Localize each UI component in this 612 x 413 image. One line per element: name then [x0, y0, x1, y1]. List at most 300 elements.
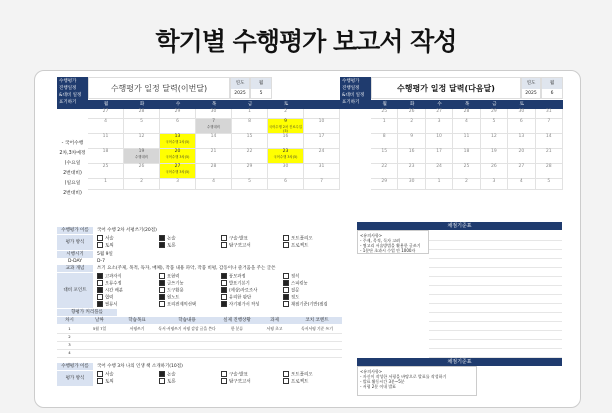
left-calendar-year[interactable]: [230, 77, 250, 99]
right-calendar-day-number: 29: [491, 109, 497, 114]
right-calendar-day-cell[interactable]: [453, 134, 480, 149]
point-label: 원노트: [167, 295, 180, 301]
left-calendar-day-number: 8: [248, 119, 251, 124]
left-calendar-day-cell[interactable]: [124, 134, 160, 149]
rubric-note-line: - 1분단 초과시 수업 안 1000자: [360, 248, 416, 253]
point-label: 자기평가서 작성: [229, 302, 260, 308]
right-calendar-weekday-0: 월: [371, 100, 398, 109]
right-calendar-year[interactable]: [521, 77, 541, 99]
checkbox-icon[interactable]: [283, 273, 289, 279]
rubric-row: [429, 349, 562, 358]
right-calendar-day-cell[interactable]: [426, 109, 453, 119]
right-calendar-day-cell[interactable]: [536, 109, 563, 119]
method-label: 탐구보고서: [229, 379, 251, 385]
right-calendar-day-cell[interactable]: [453, 149, 480, 164]
right-calendar-day-number: 11: [463, 134, 470, 139]
goal-value[interactable]: 쓰기 요소(주제, 목적, 독자, 매체), 작품 내용 파악, 작품 비평, 감동이나 즐거움을 주는 글쓴: [97, 266, 276, 271]
right-calendar-day-cell[interactable]: [426, 179, 453, 190]
left-calendar-day-cell[interactable]: [268, 109, 304, 119]
left-calendar-day-cell[interactable]: [88, 109, 124, 119]
table-cell[interactable]: 한 분류: [217, 325, 257, 334]
table-header-cell: 차시: [57, 317, 82, 324]
checkbox-icon[interactable]: [283, 242, 289, 248]
left-calendar-day-number: 6: [176, 119, 179, 124]
left-calendar-day-cell[interactable]: [160, 149, 196, 164]
checkbox-icon[interactable]: [159, 371, 165, 377]
right-calendar-day-number: 2: [465, 179, 468, 184]
checkbox-icon[interactable]: [97, 287, 103, 293]
year-value: 2025: [525, 91, 537, 96]
right-calendar-day-number: 21: [545, 149, 552, 154]
checkbox-icon[interactable]: [221, 301, 227, 307]
name-label: 수행평가 이름: [57, 227, 93, 234]
checkbox-icon[interactable]: [283, 235, 289, 241]
checkbox-icon[interactable]: [221, 280, 227, 286]
method-label: 구술·발표: [229, 236, 248, 242]
right-calendar-day-cell[interactable]: [536, 164, 563, 179]
point-option[interactable]: [283, 287, 299, 294]
left-calendar-title: 수행평가 일정 달력(이번달): [88, 77, 230, 99]
right-calendar-day-number: 10: [436, 134, 442, 139]
right-calendar-weekday-5: 토: [508, 100, 535, 109]
right-calendar-day-cell[interactable]: [426, 134, 453, 149]
rubric-note-line: - 찜고리 서술방법을 활용한 글쓰기: [360, 243, 421, 248]
right-calendar-day-cell[interactable]: [371, 149, 398, 164]
left-calendar-day-number: 24: [318, 149, 325, 154]
left-calendar-day-number: 6: [284, 179, 287, 184]
checkbox-icon[interactable]: [159, 294, 165, 300]
right-calendar-day-cell[interactable]: [536, 134, 563, 149]
checkbox-icon[interactable]: [283, 287, 289, 293]
left-calendar-month[interactable]: [250, 77, 272, 99]
right-calendar-day-cell[interactable]: [371, 134, 398, 149]
checkbox-icon[interactable]: [97, 301, 103, 307]
checkbox-icon[interactable]: [159, 273, 165, 279]
right-calendar-day-cell[interactable]: [371, 119, 398, 134]
point-option[interactable]: [97, 273, 122, 280]
method-option[interactable]: [159, 378, 176, 386]
checkbox-icon[interactable]: [97, 378, 103, 384]
left-calendar-day-cell[interactable]: [232, 119, 268, 134]
right-calendar-weekday-4: 금: [481, 100, 508, 109]
left-calendar-day-number: 3: [176, 179, 179, 184]
name-value[interactable]: 국어 수행 2차 서평쓰기(20점): [97, 228, 157, 233]
right-calendar-day-number: 16: [408, 149, 415, 154]
table-cell[interactable]: [292, 349, 342, 358]
table-cell[interactable]: 독서서평 기준 쓰기: [292, 325, 342, 334]
point-label: 필류서: [105, 302, 118, 308]
right-calendar-weekday-6: [536, 100, 563, 109]
rubric-row: [429, 259, 562, 268]
left-calendar-day-cell[interactable]: [304, 119, 340, 134]
point-label: 유리한 판단: [229, 295, 252, 301]
point-option[interactable]: [159, 273, 179, 280]
right-calendar-day-cell[interactable]: [536, 179, 563, 190]
checkbox-icon[interactable]: [221, 371, 227, 377]
checkbox-icon[interactable]: [97, 280, 103, 286]
point-label: 글쓰기능: [167, 281, 184, 287]
table-cell[interactable]: [82, 349, 117, 358]
checkbox-icon[interactable]: [221, 294, 227, 300]
left-calendar-day-cell[interactable]: [268, 164, 304, 179]
point-label: 오류수정: [105, 281, 122, 287]
rubric-note-line: - 발표 활동시간 3분~5분: [360, 379, 405, 384]
side-header-line: 표기하기: [342, 100, 360, 105]
point-option[interactable]: [221, 287, 257, 294]
left-calendar-day-cell[interactable]: [232, 164, 268, 179]
date-value[interactable]: 5월 9일: [97, 252, 113, 257]
rubric-note-2: [357, 366, 477, 396]
right-calendar-day-cell[interactable]: [481, 149, 508, 164]
month-value: 5: [259, 91, 263, 96]
method-option[interactable]: [97, 242, 114, 250]
left-calendar-day-cell[interactable]: [88, 134, 124, 149]
method-option[interactable]: [221, 378, 251, 386]
year-value: 2025: [234, 91, 246, 96]
left-calendar-event-label: 국어수행 2차 진료수업 (5): [269, 125, 302, 133]
right-calendar-day-number: 28: [463, 109, 470, 114]
right-calendar-day-cell[interactable]: [426, 119, 453, 134]
point-option[interactable]: [221, 273, 246, 280]
point-label: 표리전제의선택: [167, 302, 197, 308]
right-calendar-day-cell[interactable]: [536, 149, 563, 164]
left-calendar-day-number: 4: [212, 179, 215, 184]
checkbox-icon[interactable]: [283, 294, 289, 300]
checkbox-icon[interactable]: [97, 371, 103, 377]
methods-row2: [97, 378, 342, 385]
right-calendar-day-cell[interactable]: [426, 164, 453, 179]
left-calendar-event-label: 수행대비: [135, 155, 148, 159]
checkbox-icon[interactable]: [97, 235, 103, 241]
left-calendar-event-label: 국어수행 3차(5): [273, 155, 298, 159]
rubric-note-1: [357, 230, 429, 254]
rubric-row: [429, 340, 562, 349]
right-calendar-day-cell[interactable]: [508, 149, 535, 164]
left-calendar-event-label: 수행대비: [207, 125, 220, 129]
right-calendar-day-cell[interactable]: [453, 109, 480, 119]
month-label: 월: [251, 78, 271, 89]
checkbox-icon[interactable]: [283, 378, 289, 384]
right-calendar-day-cell[interactable]: [508, 109, 535, 119]
method-option[interactable]: [97, 378, 114, 386]
left-calendar-side-note: [57, 139, 88, 199]
left-calendar-weekday-2: 수: [160, 100, 196, 109]
left-calendar-day-cell[interactable]: [232, 109, 268, 119]
left-calendar-day-number: 14: [210, 134, 217, 139]
point-option[interactable]: [159, 280, 184, 287]
right-calendar-day-number: 9: [410, 134, 414, 139]
right-calendar-day-cell[interactable]: [398, 119, 425, 134]
method-label: 토론: [167, 379, 176, 385]
rubric-row: [429, 304, 562, 313]
table-header-cell: 학습내용: [157, 317, 217, 324]
left-calendar-day-number: 4: [104, 119, 107, 124]
rubric-note-line: <유의사항>: [360, 233, 383, 238]
left-calendar-day-cell[interactable]: [232, 134, 268, 149]
point-option[interactable]: [159, 301, 196, 308]
side-note-line: (일요일: [64, 181, 81, 186]
checkbox-icon[interactable]: [159, 287, 165, 293]
left-calendar-day-cell[interactable]: [196, 179, 232, 190]
point-label: 정석: [291, 274, 300, 280]
year-label: 연도: [231, 78, 249, 89]
table-cell[interactable]: 서평 초고: [257, 325, 292, 334]
method-option[interactable]: [283, 378, 308, 386]
method-label: 논술: [167, 372, 176, 378]
right-calendar-day-number: 22: [381, 164, 388, 169]
checkbox-icon[interactable]: [221, 235, 227, 241]
left-calendar-day-number: 17: [318, 134, 325, 139]
checkbox-icon[interactable]: [283, 301, 289, 307]
point-option[interactable]: [159, 294, 179, 301]
checkbox-icon[interactable]: [221, 378, 227, 384]
table-cell[interactable]: 1: [57, 325, 82, 334]
checkbox-icon[interactable]: [159, 301, 165, 307]
left-calendar-day-number: 29: [174, 109, 181, 114]
checkbox-icon[interactable]: [221, 287, 227, 293]
left-calendar-day-cell[interactable]: [268, 179, 304, 190]
table-cell[interactable]: 5월 7일: [82, 325, 117, 334]
checkbox-icon[interactable]: [159, 235, 165, 241]
right-calendar-day-cell[interactable]: [481, 119, 508, 134]
left-calendar-day-number: 5: [140, 119, 143, 124]
left-calendar-day-number: 15: [246, 134, 253, 139]
left-calendar-day-cell[interactable]: [88, 179, 124, 190]
rubric-note-line: <유의사항>: [360, 369, 383, 374]
right-calendar-weekday-1: 화: [398, 100, 425, 109]
right-calendar-day-number: 29: [381, 179, 388, 184]
table-cell[interactable]: [217, 349, 257, 358]
left-calendar-day-number: 26: [138, 164, 145, 169]
left-calendar-day-number: 30: [282, 164, 289, 169]
right-calendar-day-cell[interactable]: [398, 134, 425, 149]
left-calendar-day-cell[interactable]: [124, 109, 160, 119]
left-calendar-day-cell[interactable]: [268, 134, 304, 149]
left-calendar-day-number: 11: [102, 134, 109, 139]
point-option[interactable]: [283, 280, 308, 287]
right-calendar-day-number: 4: [465, 119, 468, 124]
left-calendar-day-cell[interactable]: [196, 164, 232, 179]
right-calendar-day-cell[interactable]: [508, 179, 535, 190]
point-option[interactable]: [97, 287, 123, 294]
table-cell[interactable]: 3: [57, 341, 82, 350]
checkbox-icon[interactable]: [283, 371, 289, 377]
point-option[interactable]: [97, 301, 117, 308]
side-header-line: 표기하기: [59, 100, 77, 105]
right-calendar-day-cell[interactable]: [453, 179, 480, 190]
point-option[interactable]: [221, 301, 259, 308]
table-cell[interactable]: [157, 349, 217, 358]
right-calendar-day-cell[interactable]: [398, 109, 425, 119]
left-calendar-weekday-5: 토: [268, 100, 304, 109]
checkbox-icon[interactable]: [159, 242, 165, 248]
side-note-line: (수요일: [64, 161, 81, 166]
left-calendar-day-cell[interactable]: [124, 119, 160, 134]
right-calendar-day-cell[interactable]: [481, 109, 508, 119]
point-label: 발표기본기: [229, 281, 250, 287]
left-calendar-day-cell[interactable]: [160, 134, 196, 149]
goal-label: 교과 개념: [57, 265, 93, 272]
table-title: 향평가 커리플를: [57, 309, 117, 316]
right-calendar-day-number: 1: [437, 179, 441, 184]
right-calendar-day-number: 18: [463, 149, 470, 154]
name-value[interactable]: 국어 수행 3차 나의 인생 책 소개하기(10점): [97, 364, 183, 369]
method-label: 토의: [105, 243, 114, 249]
left-calendar-day-cell[interactable]: [268, 149, 304, 164]
right-calendar-day-cell[interactable]: [426, 149, 453, 164]
rubric-note-line: - 주제, 목적, 독자 고려: [360, 238, 400, 243]
left-calendar-weekday-6: [304, 100, 340, 109]
left-calendar-day-cell[interactable]: [88, 119, 124, 134]
point-option[interactable]: [283, 294, 299, 301]
right-calendar-day-cell[interactable]: [508, 119, 535, 134]
point-option[interactable]: [221, 280, 250, 287]
right-calendar-day-cell[interactable]: [398, 164, 425, 179]
left-calendar-day-number: 10: [318, 119, 325, 124]
left-calendar-day-cell[interactable]: [304, 149, 340, 164]
left-calendar-day-cell[interactable]: [232, 149, 268, 164]
table-header-cell: 날짜: [82, 317, 117, 324]
table-cell[interactable]: 서평쓰기: [117, 325, 157, 334]
left-calendar-day-cell[interactable]: [88, 164, 124, 179]
point-label: 고과자식: [105, 274, 122, 280]
right-calendar-day-cell[interactable]: [536, 119, 563, 134]
left-calendar-day-cell[interactable]: [304, 134, 340, 149]
table-cell[interactable]: 4: [57, 349, 82, 358]
left-calendar-day-cell[interactable]: [196, 119, 232, 134]
method-option[interactable]: [221, 242, 251, 250]
date-label: 시행시기: [57, 251, 93, 258]
right-calendar-day-number: 24: [436, 164, 442, 169]
right-calendar-day-number: 27: [436, 109, 442, 114]
right-calendar-day-cell[interactable]: [453, 164, 480, 179]
year-label: 연도: [522, 78, 540, 89]
left-calendar-weekday-4: 금: [232, 100, 268, 109]
table-cell[interactable]: 2: [57, 333, 82, 342]
method-label: 토의: [105, 379, 114, 385]
right-calendar-day-cell[interactable]: [481, 179, 508, 190]
checkbox-icon[interactable]: [159, 378, 165, 384]
right-calendar-day-number: 4: [519, 179, 523, 184]
point-option[interactable]: [283, 301, 328, 308]
left-calendar-day-cell[interactable]: [232, 179, 268, 190]
right-calendar-day-cell[interactable]: [508, 164, 535, 179]
side-header-line: &대비 일정: [59, 93, 82, 98]
left-calendar-day-cell[interactable]: [304, 179, 340, 190]
point-label: 풍모과정: [229, 274, 246, 280]
checkbox-icon[interactable]: [97, 294, 103, 300]
left-calendar-day-cell[interactable]: [160, 109, 196, 119]
table-cell[interactable]: [257, 349, 292, 358]
right-calendar-day-cell[interactable]: [371, 179, 398, 190]
left-calendar-day-cell[interactable]: [160, 119, 196, 134]
right-calendar-month[interactable]: [541, 77, 563, 99]
right-calendar-day-cell[interactable]: [371, 164, 398, 179]
left-calendar-day-number: 22: [246, 149, 253, 154]
right-calendar-day-cell[interactable]: [398, 149, 425, 164]
methods-row1: [97, 371, 342, 378]
right-calendar-weekday-3: 목: [453, 100, 480, 109]
point-option[interactable]: [283, 273, 299, 280]
right-calendar-side-header: [340, 77, 371, 109]
point-label: 스피킹능: [291, 281, 308, 287]
point-label: 대비 포인트: [57, 273, 93, 308]
right-calendar-day-cell[interactable]: [481, 134, 508, 149]
method-label: 포트폴리오: [291, 372, 313, 378]
left-calendar-day-number: 7: [320, 179, 323, 184]
left-calendar-day-cell[interactable]: [124, 179, 160, 190]
left-calendar-day-cell[interactable]: [196, 149, 232, 164]
point-option[interactable]: [97, 280, 122, 287]
right-calendar-day-cell[interactable]: [371, 109, 398, 119]
left-calendar-day-cell[interactable]: [160, 164, 196, 179]
point-option[interactable]: [97, 294, 113, 301]
side-header-line: 진행일정: [342, 86, 360, 91]
method-option[interactable]: [159, 242, 176, 250]
checkbox-icon[interactable]: [221, 242, 227, 248]
checkbox-icon[interactable]: [283, 280, 289, 286]
left-calendar-day-number: 13: [174, 134, 181, 139]
left-calendar-day-cell[interactable]: [124, 164, 160, 179]
point-option[interactable]: [159, 287, 184, 294]
right-calendar-day-number: 30: [408, 179, 415, 184]
dday-value: D-7: [97, 259, 105, 264]
right-calendar-day-cell[interactable]: [481, 164, 508, 179]
right-calendar-day-number: 26: [491, 164, 497, 169]
method-label: 프로젝트: [291, 379, 309, 385]
left-calendar-weekday-1: 화: [124, 100, 160, 109]
side-header-line: 수행평가: [59, 79, 77, 84]
left-calendar-day-number: 27: [174, 164, 181, 169]
table-header-cell: 과제: [257, 317, 292, 324]
left-calendar-day-cell[interactable]: [196, 109, 232, 119]
left-calendar-day-cell[interactable]: [304, 109, 340, 119]
checkbox-icon[interactable]: [159, 280, 165, 286]
left-calendar-day-cell[interactable]: [124, 149, 160, 164]
point-label: 도구활용: [167, 288, 184, 294]
left-calendar-day-cell[interactable]: [196, 134, 232, 149]
right-calendar-day-number: 6: [519, 119, 523, 124]
rubric-row: [429, 277, 562, 286]
method-label: 포트폴리오: [291, 236, 313, 242]
checkbox-icon[interactable]: [221, 273, 227, 279]
left-calendar-day-cell[interactable]: [268, 119, 304, 134]
left-calendar-day-cell[interactable]: [88, 149, 124, 164]
right-calendar-day-number: 5: [492, 119, 496, 124]
right-calendar-day-cell[interactable]: [508, 134, 535, 149]
side-header-line: 수행평가: [342, 79, 360, 84]
left-calendar-day-cell[interactable]: [304, 164, 340, 179]
left-calendar-day-number: 20: [174, 149, 181, 154]
rubric-note-line: - 서평 2분 이내 발표: [360, 384, 397, 389]
point-option[interactable]: [221, 294, 251, 301]
table-cell[interactable]: 독서·서평쓰기 서평 감상 글을 쓴다: [157, 325, 217, 334]
right-calendar-day-cell[interactable]: [453, 119, 480, 134]
table-cell[interactable]: [117, 349, 157, 358]
left-calendar-day-cell[interactable]: [160, 179, 196, 190]
method-option[interactable]: [283, 242, 308, 250]
right-calendar-day-number: 5: [547, 179, 551, 184]
screenshot-card: [34, 70, 581, 408]
checkbox-icon[interactable]: [97, 273, 103, 279]
checkbox-icon[interactable]: [97, 242, 103, 248]
rubric-note-line: - 자신이 작성한 서평을 바탕으로 발표를 작성하기: [360, 374, 447, 379]
right-calendar-day-number: 17: [436, 149, 442, 154]
left-calendar-day-number: 25: [102, 164, 109, 169]
left-calendar-weekday-3: 목: [196, 100, 232, 109]
right-calendar-day-number: 2: [410, 119, 414, 124]
right-calendar-day-cell[interactable]: [398, 179, 425, 190]
